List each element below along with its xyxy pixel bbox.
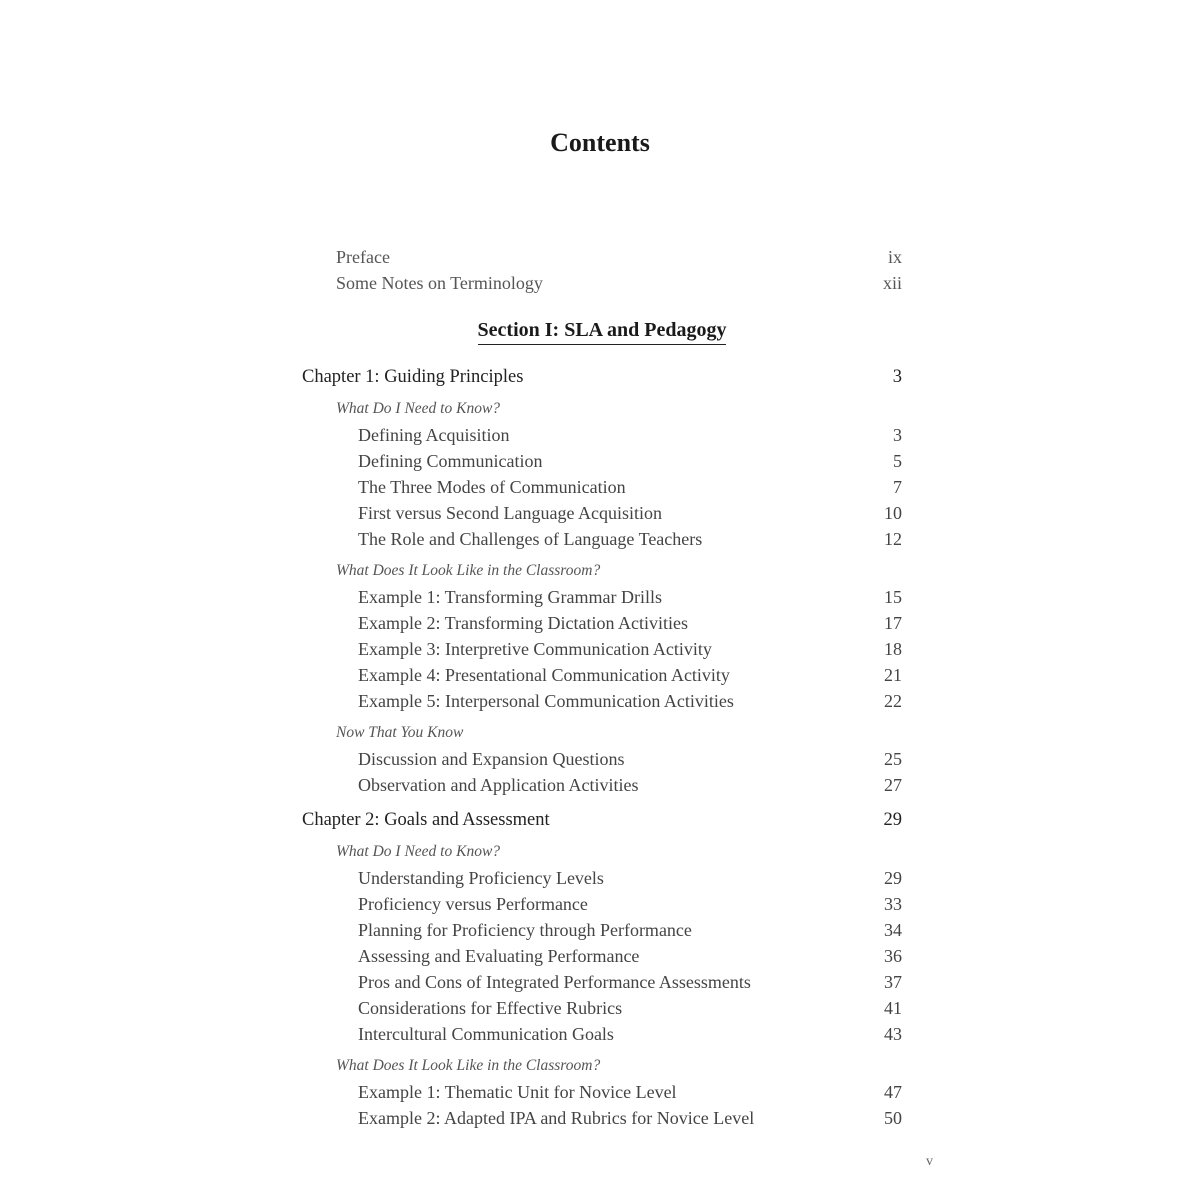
toc-entry[interactable]: [302, 662, 902, 688]
entry-page-number: 18: [884, 639, 902, 659]
toc-entry[interactable]: [302, 474, 902, 500]
entry-title: What Does It Look Like in the Classroom?: [336, 562, 601, 579]
entry-title: Planning for Proficiency through Performance: [358, 920, 692, 940]
entry-title: Example 1: Thematic Unit for Novice Level: [358, 1082, 677, 1102]
toc-entry[interactable]: [302, 584, 902, 610]
entry-page-number: 27: [884, 775, 902, 795]
entry-page-number: 22: [884, 691, 902, 711]
entry-page-number: 21: [884, 665, 902, 685]
entry-page-number: 33: [884, 894, 902, 914]
section-heading: [302, 318, 902, 344]
toc-entry[interactable]: [302, 1105, 902, 1131]
entry-title: Considerations for Effective Rubrics: [358, 998, 623, 1018]
entry-page-number: 47: [884, 1082, 902, 1102]
entry-title: Example 1: Transforming Grammar Drills: [358, 587, 662, 607]
entry-page-number: 3: [893, 425, 902, 445]
toc-entry[interactable]: [302, 1079, 902, 1105]
toc-entry[interactable]: [302, 891, 902, 917]
toc-entry[interactable]: [302, 969, 902, 995]
entry-title: Proficiency versus Performance: [358, 894, 588, 914]
entry-page-number: 34: [884, 920, 902, 940]
entry-title: Understanding Proficiency Levels: [358, 868, 604, 888]
entry-title: Some Notes on Terminology: [336, 273, 543, 293]
entry-title: Section I: SLA and Pedagogy: [478, 318, 727, 345]
entry-page-number: 43: [884, 1024, 902, 1044]
toc-entry[interactable]: [302, 995, 902, 1021]
toc-subheading: [302, 1053, 902, 1079]
toc-subheading: [302, 720, 902, 746]
entry-title: What Do I Need to Know?: [336, 843, 501, 860]
entry-title: Defining Communication: [358, 451, 543, 471]
entry-page-number: 3: [892, 367, 902, 387]
entry-title: Example 5: Interpersonal Communication Activities: [358, 691, 734, 711]
entry-title: Chapter 1: Guiding Principles: [302, 367, 524, 387]
entry-title: Example 2: Transforming Dictation Activities: [358, 613, 688, 633]
entry-title: Now That You Know: [336, 724, 464, 741]
toc-entry[interactable]: [302, 943, 902, 969]
toc-entry[interactable]: [302, 448, 902, 474]
entry-title: Preface: [336, 247, 390, 267]
entry-page-number: 7: [893, 477, 902, 497]
entry-title: What Do I Need to Know?: [336, 400, 501, 417]
entry-page-number: 36: [884, 946, 902, 966]
toc-entry[interactable]: [302, 688, 902, 714]
entry-page-number: 17: [884, 613, 902, 633]
entry-title: Discussion and Expansion Questions: [358, 749, 625, 769]
entry-page-number: 5: [893, 451, 902, 471]
toc-entry[interactable]: [302, 636, 902, 662]
entry-title: Example 3: Interpretive Communication Activity: [358, 639, 712, 659]
toc-subheading: [302, 558, 902, 584]
entry-page-number: 25: [884, 749, 902, 769]
entry-title: The Three Modes of Communication: [358, 477, 626, 497]
entry-title: Intercultural Communication Goals: [358, 1024, 614, 1044]
entry-title: Pros and Cons of Integrated Performance Assessments: [358, 972, 751, 992]
entry-page-number: ix: [887, 247, 902, 267]
toc-entry[interactable]: [302, 746, 902, 772]
entry-page-number: 15: [884, 587, 902, 607]
entry-title: Observation and Application Activities: [358, 775, 639, 795]
toc-entry[interactable]: [302, 772, 902, 798]
entry-page-number: 29: [884, 868, 902, 888]
table-of-contents: [302, 244, 902, 1131]
entry-page-number: 10: [884, 503, 902, 523]
toc-entry[interactable]: [302, 1021, 902, 1047]
page-number: v: [926, 1154, 933, 1169]
toc-entry[interactable]: [302, 610, 902, 636]
page-title: Contents: [550, 128, 650, 157]
toc-subheading: [302, 839, 902, 865]
entry-page-number: 50: [884, 1108, 902, 1128]
entry-title: Defining Acquisition: [358, 425, 510, 445]
entry-page-number: xii: [882, 273, 902, 293]
toc-entry[interactable]: [302, 917, 902, 943]
entry-title: What Does It Look Like in the Classroom?: [336, 1057, 601, 1074]
entry-title: Example 2: Adapted IPA and Rubrics for Novice Level: [358, 1108, 755, 1128]
toc-chapter-entry[interactable]: [302, 807, 902, 833]
entry-title: The Role and Challenges of Language Teachers: [358, 529, 703, 549]
entry-page-number: 37: [884, 972, 902, 992]
toc-entry[interactable]: [302, 270, 902, 296]
toc-entry[interactable]: [302, 526, 902, 552]
entry-page-number: 12: [884, 529, 902, 549]
toc-subheading: [302, 396, 902, 422]
toc-entry[interactable]: [302, 500, 902, 526]
entry-page-number: 29: [883, 810, 902, 830]
toc-entry[interactable]: [302, 422, 902, 448]
entry-title: First versus Second Language Acquisition: [358, 503, 662, 523]
entry-title: Chapter 2: Goals and Assessment: [302, 810, 550, 830]
entry-page-number: 41: [884, 998, 902, 1018]
entry-title: Example 4: Presentational Communication Activity: [358, 665, 730, 685]
toc-chapter-entry[interactable]: [302, 364, 902, 390]
toc-entry[interactable]: [302, 865, 902, 891]
toc-entry[interactable]: [302, 244, 902, 270]
entry-title: Assessing and Evaluating Performance: [358, 946, 640, 966]
